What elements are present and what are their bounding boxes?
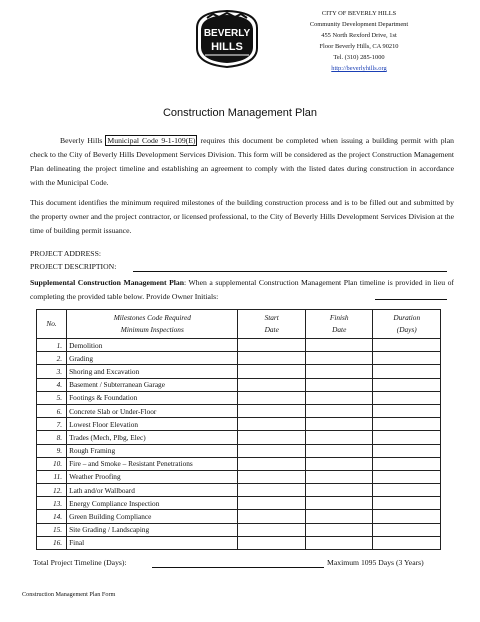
row-number: 13. <box>37 497 67 510</box>
milestone-name: Green Building Compliance <box>67 510 238 523</box>
milestone-name: Trades (Mech, Plbg, Elec) <box>67 431 238 444</box>
col-duration-line1: Duration <box>393 313 421 322</box>
finish-date-cell[interactable] <box>305 523 373 536</box>
milestones-paragraph: This document identifies the minimum required milestones of the building construction process and is to be filled out and submitted by the property owner and the project contractor, or licensed professional, to the City of Beverly Hills Development Services Division at the time of building permit issuance. <box>30 198 454 235</box>
milestone-name: Basement / Subterranean Garage <box>67 378 238 391</box>
svg-text:HILLS: HILLS <box>211 41 243 53</box>
document-title: Construction Management Plan <box>162 107 318 119</box>
row-number: 2. <box>37 352 67 365</box>
col-start <box>238 310 306 339</box>
finish-date-cell[interactable] <box>305 365 373 378</box>
row-number: 12. <box>37 484 67 497</box>
start-date-cell[interactable] <box>238 497 306 510</box>
finish-date-cell[interactable] <box>305 352 373 365</box>
project-description-field[interactable] <box>133 271 447 272</box>
start-date-cell[interactable] <box>238 431 306 444</box>
table-row <box>37 510 441 523</box>
milestone-name: Weather Proofing <box>67 470 238 483</box>
col-milestone-line1: Milestones Code Required <box>113 313 191 322</box>
table-row <box>37 391 441 404</box>
contact-line: Community Development Department <box>309 21 409 28</box>
contact-line: Tel. (310) 285-1000 <box>333 54 385 61</box>
start-date-cell[interactable] <box>238 470 306 483</box>
duration-cell[interactable] <box>373 457 441 470</box>
row-number: 6. <box>37 404 67 417</box>
supplemental-title: Supplemental Construction Management Plan <box>30 278 185 287</box>
row-number: 15. <box>37 523 67 536</box>
col-milestone <box>67 310 238 339</box>
row-number: 1. <box>37 339 67 352</box>
form-name-footer: Construction Management Plan Form <box>22 591 116 598</box>
project-address-label: PROJECT ADDRESS: <box>30 249 101 258</box>
duration-cell[interactable] <box>373 339 441 352</box>
table-row <box>37 457 441 470</box>
start-date-cell[interactable] <box>238 378 306 391</box>
start-date-cell[interactable] <box>238 444 306 457</box>
col-start-line2: Date <box>264 325 279 334</box>
start-date-cell[interactable] <box>238 418 306 431</box>
supplemental-text: : When a supplemental Construction Management Plan timeline is provided in lieu of completing the provided table below. Provide Owner Initials: <box>30 278 454 301</box>
finish-date-cell[interactable] <box>305 510 373 523</box>
maximum-note: Maximum 1095 Days (3 Years) <box>327 558 424 567</box>
finish-date-cell[interactable] <box>305 444 373 457</box>
milestone-name: Energy Compliance Inspection <box>67 497 238 510</box>
row-number: 8. <box>37 431 67 444</box>
finish-date-cell[interactable] <box>305 378 373 391</box>
start-date-cell[interactable] <box>238 510 306 523</box>
finish-date-cell[interactable] <box>305 418 373 431</box>
total-timeline-field[interactable] <box>152 567 324 568</box>
start-date-cell[interactable] <box>238 391 306 404</box>
table-row <box>37 536 441 549</box>
table-header-row <box>37 310 441 339</box>
start-date-cell[interactable] <box>238 523 306 536</box>
col-milestone-line2: Minimum Inspections <box>120 325 184 334</box>
start-date-cell[interactable] <box>238 352 306 365</box>
start-date-cell[interactable] <box>238 536 306 549</box>
milestone-name: Final <box>67 536 238 549</box>
start-date-cell[interactable] <box>238 339 306 352</box>
table-row <box>37 497 441 510</box>
row-number: 16. <box>37 536 67 549</box>
row-number: 11. <box>37 470 67 483</box>
duration-cell[interactable] <box>373 484 441 497</box>
duration-cell[interactable] <box>373 365 441 378</box>
duration-cell[interactable] <box>373 404 441 417</box>
col-finish-line2: Date <box>332 325 347 334</box>
table-row <box>37 378 441 391</box>
milestone-name: Site Grading / Landscaping <box>67 523 238 536</box>
row-number: 14. <box>37 510 67 523</box>
table-row <box>37 444 441 457</box>
total-timeline-label: Total Project Timeline (Days): <box>33 558 127 567</box>
duration-cell[interactable] <box>373 510 441 523</box>
table-row <box>37 365 441 378</box>
finish-date-cell[interactable] <box>305 497 373 510</box>
duration-cell[interactable] <box>373 352 441 365</box>
website-link[interactable]: http://beverlyhills.org <box>331 65 387 72</box>
finish-date-cell[interactable] <box>305 470 373 483</box>
intro-text-end: requires this document be completed when issuing a building permit with plan check to the City of Beverly Hills Development Services Division. This form will be considered as the project Construction Management Plan delineating the project timeline and establishing an agreement to comply with the listed dates during construction in accordance with the Municipal Code. <box>30 136 454 187</box>
row-number: 4. <box>37 378 67 391</box>
table-row <box>37 431 441 444</box>
finish-date-cell[interactable] <box>305 339 373 352</box>
intro-text-start: Beverly Hills <box>60 136 106 145</box>
duration-cell[interactable] <box>373 391 441 404</box>
milestone-name: Lowest Floor Elevation <box>67 418 238 431</box>
beverly-hills-logo <box>183 8 271 70</box>
milestone-name: Footings & Foundation <box>67 391 238 404</box>
table-row <box>37 352 441 365</box>
row-number: 10. <box>37 457 67 470</box>
row-number: 9. <box>37 444 67 457</box>
milestone-name: Concrete Slab or Under-Floor <box>67 404 238 417</box>
milestone-name: Lath and/or Wallboard <box>67 484 238 497</box>
start-date-cell[interactable] <box>238 457 306 470</box>
duration-cell[interactable] <box>373 431 441 444</box>
intro-paragraph <box>30 134 454 190</box>
milestone-name: Rough Framing <box>67 444 238 457</box>
duration-cell[interactable] <box>373 418 441 431</box>
col-start-line1: Start <box>264 313 279 322</box>
row-number: 7. <box>37 418 67 431</box>
table-row <box>37 418 441 431</box>
col-duration-line2: (Days) <box>396 325 417 334</box>
milestone-name: Shoring and Excavation <box>67 365 238 378</box>
start-date-cell[interactable] <box>238 484 306 497</box>
owner-initials-field[interactable] <box>375 299 447 300</box>
table-row <box>37 404 441 417</box>
duration-cell[interactable] <box>373 523 441 536</box>
col-finish <box>305 310 373 339</box>
finish-date-cell[interactable] <box>305 457 373 470</box>
duration-cell[interactable] <box>373 378 441 391</box>
row-number: 3. <box>37 365 67 378</box>
milestone-name: Grading <box>67 352 238 365</box>
milestones-table <box>36 309 441 550</box>
finish-date-cell[interactable] <box>305 536 373 549</box>
milestone-name: Fire – and Smoke – Resistant Penetrations <box>67 457 238 470</box>
contact-line: Floor Beverly Hills, CA 90210 <box>319 43 399 50</box>
duration-cell[interactable] <box>373 444 441 457</box>
municipal-code-ref: Municipal Code 9-1-109(E) <box>107 136 196 145</box>
row-number: 5. <box>37 391 67 404</box>
start-date-cell[interactable] <box>238 404 306 417</box>
duration-cell[interactable] <box>373 497 441 510</box>
col-finish-line1: Finish <box>329 313 349 322</box>
table-row <box>37 484 441 497</box>
contact-block <box>274 8 444 74</box>
duration-cell[interactable] <box>373 470 441 483</box>
milestone-name: Demolition <box>67 339 238 352</box>
duration-cell[interactable] <box>373 536 441 549</box>
table-row <box>37 523 441 536</box>
table-row <box>37 339 441 352</box>
contact-line: CITY OF BEVERLY HILLS <box>321 10 397 17</box>
finish-date-cell[interactable] <box>305 431 373 444</box>
contact-line: 455 North Rexford Drive, 1st <box>321 32 397 39</box>
project-description-label: PROJECT DESCRIPTION: <box>30 262 117 271</box>
table-row <box>37 470 441 483</box>
finish-date-cell[interactable] <box>305 391 373 404</box>
col-duration <box>373 310 441 339</box>
col-no: No. <box>37 310 67 339</box>
svg-text:BEVERLY: BEVERLY <box>203 28 251 39</box>
finish-date-cell[interactable] <box>305 484 373 497</box>
finish-date-cell[interactable] <box>305 404 373 417</box>
start-date-cell[interactable] <box>238 365 306 378</box>
